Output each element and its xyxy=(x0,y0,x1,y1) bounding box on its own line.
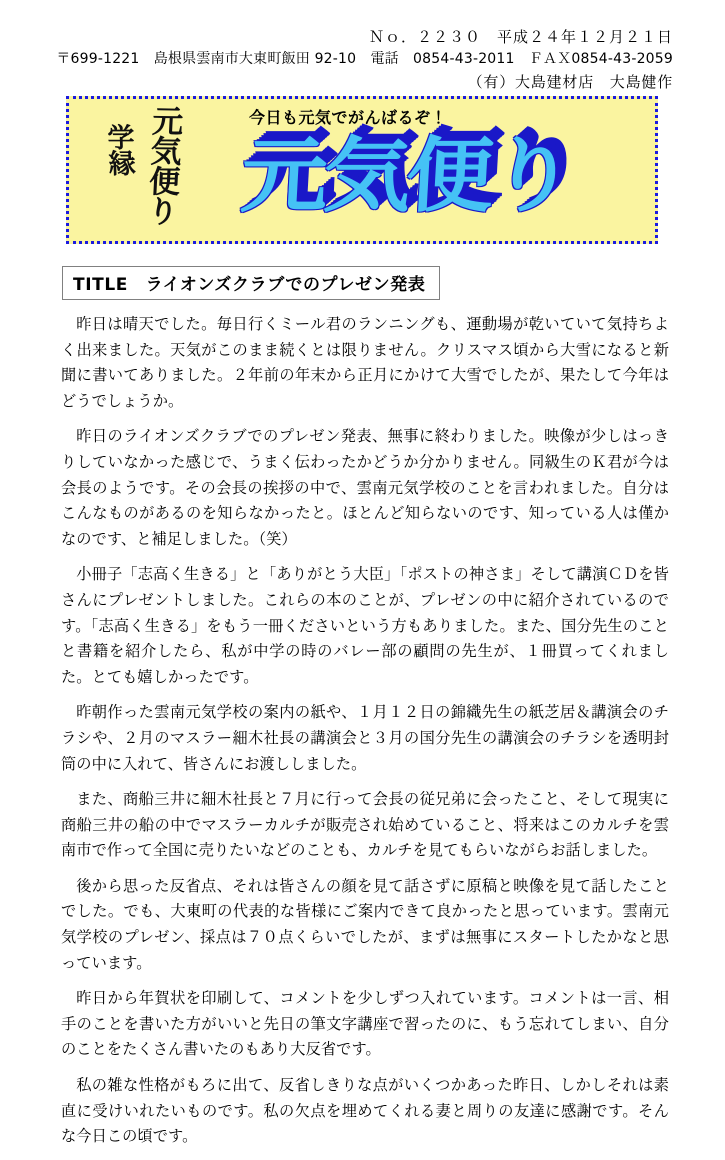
article-paragraph: 昨日のライオンズクラブでのプレゼン発表、無事に終わりました。映像が少しはっきりしていなかった感じで、うまく伝わったかどうか分かりません。同級生のＫ君が今は会長のようです。その会長の挨拶の中で、雲南元気学校のことを言われました。自分はこんなものがあるのを知らなかったと。ほとんど知らないのです、知っている人は僅かなのです、と補足しました。（笑） xyxy=(61,427,669,548)
issue-number-and-date: Ｎｏ．２２３０ 平成２４年１２月２１日 xyxy=(368,28,673,46)
company-signer-line: （有）大島建材店 大島健作 xyxy=(467,72,673,91)
article-paragraph: 昨日は晴天でした。毎日行くミール君のランニングも、運動場が乾いていて気持ちよく出来ました。天気がこのまま続くとは限りません。クリスマス頃から大雪になると新聞に書いてありました。２年前の年末から正月にかけて大雪でしたが、果たして今年はどうでしょうか。 xyxy=(61,315,669,410)
article-body xyxy=(61,312,669,1160)
calligraphy-sub-text: 学縁 xyxy=(102,122,135,176)
article-paragraph: また、商船三井に細木社長と７月に行って会長の従兄弟に会ったこと、そして現実に商船三井の船の中でマスラーカルチが販売され始めていること、将来はこのカルチを雲南市で作って全国に売りたいなどのことも、カルチを見てもらいながらお話しました。 xyxy=(61,790,669,860)
banner-big-title xyxy=(238,125,653,237)
banner-tagline: 今日も元気でがんばるぞ！ xyxy=(249,108,448,127)
article-paragraph: 後から思った反省点、それは皆さんの顔を見て話さずに原稿と映像を見て話したことでした。でも、大東町の代表的な皆様にご案内できて良かったと思っています。雲南元気学校のプレゼン、採点は７０点くらいでしたが、まずは無事にスタートしたかなと思っています。 xyxy=(61,876,669,972)
calligraphy-main-text: 元気便り xyxy=(140,104,184,226)
company-address-line: 〒699-1221 島根県雲南市大東町飯田 92-10 電話 0854-43-2011 ＦＡＸ0854-43-2059 xyxy=(56,51,673,68)
calligraphy-logo xyxy=(83,103,201,243)
article-title-text: TITLE ライオンズクラブでのプレゼン発表 xyxy=(73,275,426,295)
article-paragraph: 小冊子「志高く生きる」と「ありがとう大臣」「ポストの神さま」そして講演ＣＤを皆さんにプレゼントしました。これらの本のことが、プレゼンの中に紹介されているのです。「志高く生きる」をもう一冊くださいという方もありました。また、国分先生のことと書籍を紹介したら、私が中学の時のバレー部の顧問の先生が、１冊買ってくれました。とても嬉しかったです。 xyxy=(61,565,669,686)
article-paragraph: 昨朝作った雲南元気学校の案内の紙や、１月１２日の錦織先生の紙芝居＆講演会のチラシや、２月のマスラー細木社長の講演会と３月の国分先生の講演会のチラシを透明封筒の中に入れて、皆さんにお渡ししました。 xyxy=(61,703,669,773)
banner-inner xyxy=(69,99,655,241)
article-paragraph: 私の雑な性格がもろに出て、反省しきりな点がいくつかあった昨日、しかしそれは素直に受けいれたいものです。私の欠点を埋めてくれる妻と周りの友達に感謝です。そんな今日この頃です。 xyxy=(61,1076,669,1146)
newsletter-banner xyxy=(66,96,658,244)
banner-big-title-text: 元気便り xyxy=(238,129,575,224)
article-title-box xyxy=(62,266,440,300)
document-header xyxy=(0,26,725,94)
article-paragraph: 昨日から年賀状を印刷して、コメントを少しずつ入れています。コメントは一言、相手のことを書いた方がいいと先日の筆文字講座で習ったのに、もう忘れてしまい、自分のことをたくさん書いたのもあり大反省です。 xyxy=(61,989,669,1059)
